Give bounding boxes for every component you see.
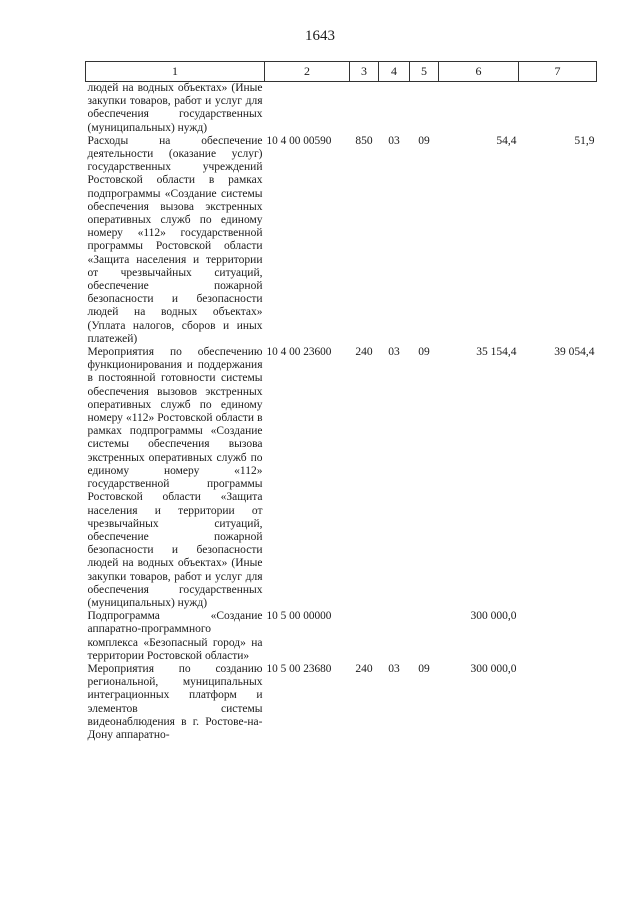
table-row xyxy=(86,82,597,135)
row-section xyxy=(379,82,410,135)
row-target-code: 10 4 00 23600 xyxy=(266,346,332,359)
row-subsection xyxy=(410,610,439,663)
row-description: Расходы на обеспечение деятельности (оказание услуг) государственных учреждений Ростовской области в рамках подпрограммы «Создание системы обеспечения вызова экстренных оперативных служб по единому номеру «112» государственной программы Ростовской области «Защита населения и территории от чрезвычайных ситуаций, обеспечение пожарной безопасности и безопасности людей на водных объектах» (Уплата налогов, сборов и иных платежей) xyxy=(87,134,263,345)
header-col-7: 7 xyxy=(519,62,597,82)
row-section: 03 xyxy=(388,662,400,675)
header-col-2: 2 xyxy=(265,62,350,82)
header-col-3: 3 xyxy=(350,62,379,82)
header-col-5: 5 xyxy=(410,62,439,82)
row-amount-2: 39 054,4 xyxy=(554,346,595,359)
row-description: Мероприятия по обеспечению функционирования и поддержания в постоянной готовности системы обеспечения вызовов экстренных оперативных служб по единому номеру «112» Ростовской области в рамках подпрограммы «Создание системы обеспечения вызова экстренных оперативных служб по единому номеру «112» государственной программы Ростовской области «Защита населения и территории от чрезвычайных ситуаций, обеспечение пожарной безопасности и безопасности людей на водных объектах» (Иные закупки товаров, работ и услуг для обеспечения государственных (муниципальных) нужд) xyxy=(87,346,263,609)
table-row xyxy=(86,346,597,610)
header-col-6: 6 xyxy=(439,62,519,82)
row-expense-type xyxy=(350,82,379,135)
row-subsection xyxy=(410,82,439,135)
row-amount-2 xyxy=(519,82,597,135)
table-row xyxy=(86,135,597,346)
budget-table xyxy=(85,61,597,742)
row-section: 03 xyxy=(388,134,400,147)
row-amount-1 xyxy=(439,82,519,135)
row-amount-2 xyxy=(519,610,597,663)
row-expense-type xyxy=(350,610,379,663)
page-number: 1643 xyxy=(305,28,335,44)
row-amount-1: 54,4 xyxy=(496,134,517,147)
row-subsection: 09 xyxy=(418,346,430,359)
row-description: Мероприятия по созданию региональной, муниципальных интеграционных платформ и элементов системы видеонаблюдения в г. Ростове-на-Дону аппаратно- xyxy=(87,662,263,741)
row-section: 03 xyxy=(388,346,400,359)
row-expense-type: 850 xyxy=(355,134,373,147)
header-col-4: 4 xyxy=(379,62,410,82)
row-subsection: 09 xyxy=(418,662,430,675)
row-description: людей на водных объектах» (Иные закупки товаров, работ и услуг для обеспечения государственных (муниципальных) нужд) xyxy=(87,82,263,134)
row-target-code xyxy=(265,82,350,135)
row-amount-1: 300 000,0 xyxy=(470,610,517,623)
row-amount-1: 35 154,4 xyxy=(476,346,517,359)
row-target-code: 10 5 00 00000 xyxy=(266,610,332,623)
row-amount-2: 51,9 xyxy=(574,134,595,147)
header-col-1: 1 xyxy=(86,62,265,82)
table-row xyxy=(86,663,597,742)
row-target-code: 10 4 00 00590 xyxy=(266,134,332,147)
row-subsection: 09 xyxy=(418,134,430,147)
header-row xyxy=(86,62,597,82)
table-row xyxy=(86,610,597,663)
row-section xyxy=(379,610,410,663)
row-amount-1: 300 000,0 xyxy=(470,662,517,675)
row-amount-2 xyxy=(519,663,597,742)
row-expense-type: 240 xyxy=(355,662,373,675)
row-target-code: 10 5 00 23680 xyxy=(266,662,332,675)
row-expense-type: 240 xyxy=(355,346,373,359)
row-description: Подпрограмма «Создание аппаратно-программного комплекса «Безопасный город» на территории Ростовской области» xyxy=(87,610,263,662)
